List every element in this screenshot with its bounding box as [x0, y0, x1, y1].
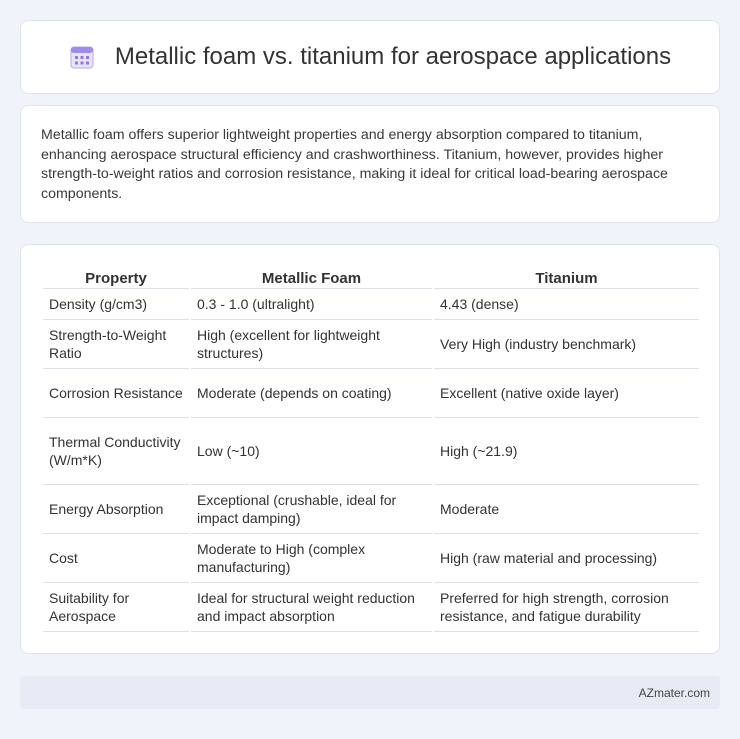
- cell-property: Strength-to-Weight Ratio: [43, 320, 189, 369]
- table-row: [43, 320, 699, 369]
- cell-metallic-foam: 0.3 - 1.0 (ultralight): [191, 289, 432, 320]
- table-row: [43, 418, 699, 485]
- column-header-property: Property: [43, 265, 189, 289]
- cell-metallic-foam: Moderate (depends on coating): [191, 369, 432, 418]
- cell-metallic-foam: Moderate to High (complex manufacturing): [191, 534, 432, 583]
- table-row: [43, 485, 699, 534]
- cell-property: Corrosion Resistance: [43, 369, 189, 418]
- page-title: Metallic foam vs. titanium for aerospace applications: [114, 43, 672, 70]
- table-row: [43, 369, 699, 418]
- cell-property: Energy Absorption: [43, 485, 189, 534]
- footer-site-link[interactable]: AZmater.com: [638, 685, 710, 700]
- cell-titanium: Preferred for high strength, corrosion resistance, and fatigue durability: [434, 583, 699, 632]
- cell-property: Cost: [43, 534, 189, 583]
- table-row: [43, 583, 699, 632]
- summary-card: [20, 105, 720, 223]
- cell-metallic-foam: Ideal for structural weight reduction and impact absorption: [191, 583, 432, 632]
- title-card: [20, 20, 720, 94]
- table-row: [43, 289, 699, 320]
- calendar-grid-icon: [69, 44, 95, 70]
- table-header-row: [43, 265, 699, 289]
- cell-titanium: 4.43 (dense): [434, 289, 699, 320]
- cell-titanium: High (raw material and processing): [434, 534, 699, 583]
- footer-bar: [20, 676, 720, 709]
- cell-property: Thermal Conductivity (W/m*K): [43, 418, 189, 485]
- cell-property: Suitability for Aerospace: [43, 583, 189, 632]
- column-header-titanium: Titanium: [434, 265, 699, 289]
- table-row: [43, 534, 699, 583]
- cell-property: Density (g/cm3): [43, 289, 189, 320]
- cell-titanium: High (~21.9): [434, 418, 699, 485]
- cell-metallic-foam: Low (~10): [191, 418, 432, 485]
- cell-metallic-foam: High (excellent for lightweight structures): [191, 320, 432, 369]
- cell-metallic-foam: Exceptional (crushable, ideal for impact damping): [191, 485, 432, 534]
- comparison-table-card: [20, 244, 720, 654]
- summary-text: Metallic foam offers superior lightweight properties and energy absorption compared to titanium, enhancing aerospace structural efficiency and crashworthiness. Titanium, however, provides higher strength-to-weight ratios and corrosion resistance, making it ideal for critical load-bearing aerospace components.: [41, 127, 668, 202]
- cell-titanium: Excellent (native oxide layer): [434, 369, 699, 418]
- comparison-table: [41, 265, 701, 632]
- column-header-metallic-foam: Metallic Foam: [191, 265, 432, 289]
- cell-titanium: Very High (industry benchmark): [434, 320, 699, 369]
- cell-titanium: Moderate: [434, 485, 699, 534]
